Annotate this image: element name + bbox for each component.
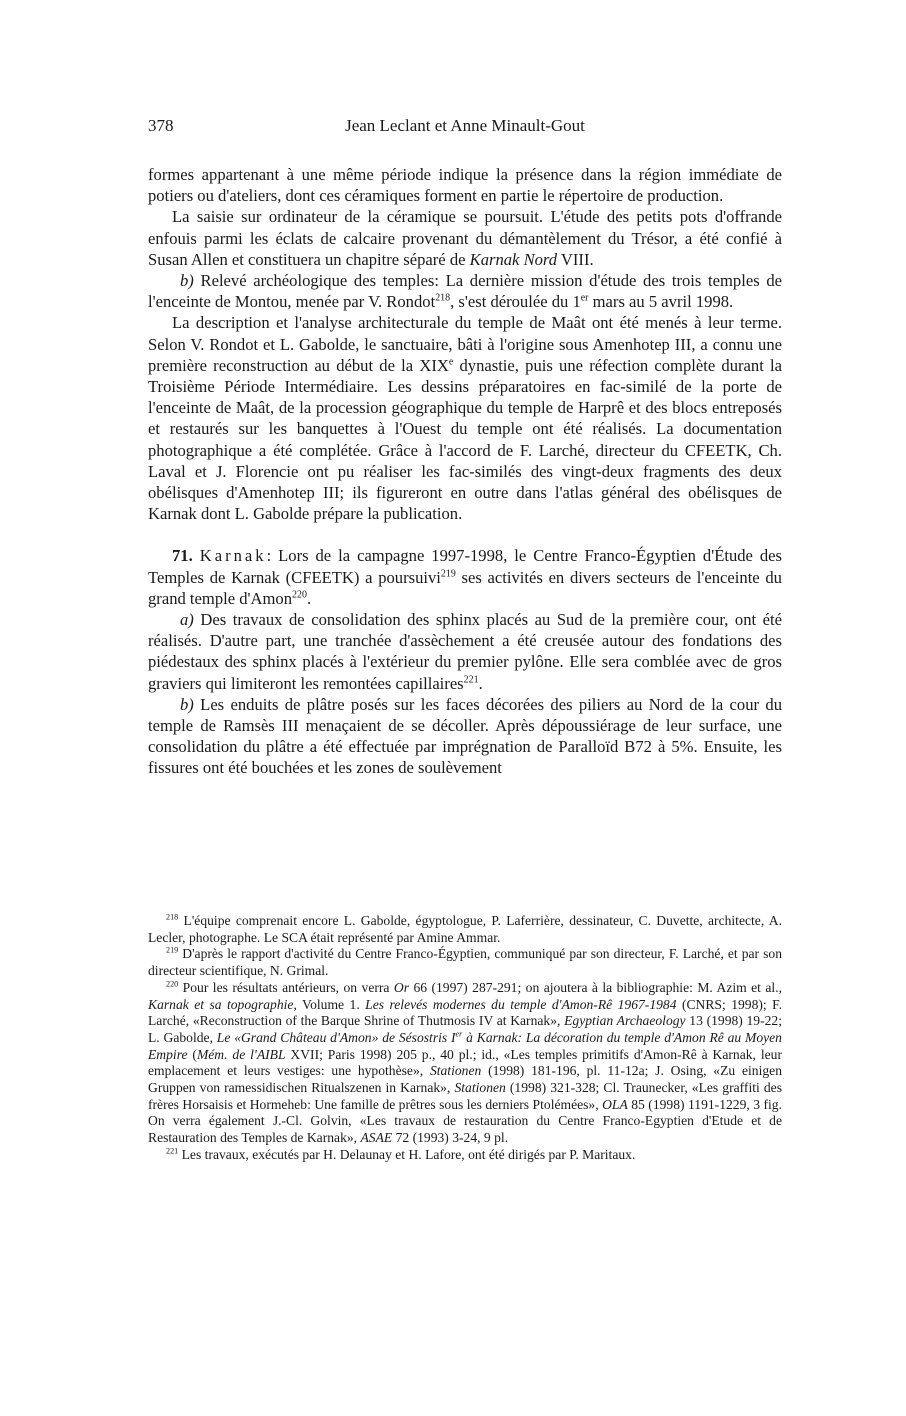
item-label-b: b) xyxy=(180,271,194,291)
section-number: 71. xyxy=(172,546,193,566)
footnote-ref-221[interactable]: 221 xyxy=(463,674,479,686)
section-place: Karnak xyxy=(199,546,267,566)
page-header xyxy=(148,116,782,140)
main-text xyxy=(148,164,782,779)
footnote-219: $^{219}$ D'après le rapport d'activité du Centre Franco-Égyptien, communiqué par son directeur, F. Larché, et par son directeur scientifique, N. Grimal. xyxy=(148,945,782,979)
page-number: 378 xyxy=(148,116,174,135)
footnote-220: $^{220}$ Pour les résultats antérieurs, on verra Or 66 (1997) 287-291; on ajoutera à la bibliographie: M. Azim et al., Karnak et sa topographie, Volume 1. Les relevés modernes du temple d'Amon-Rê 1967-1984 (CNRS; 1998); F. Larché, «Reconstruction of the Barque Shrine of Thutmosis IV at Karnak», Egyptian Archaeology 13 (1998) 19-22; L. Gabolde, Le «Grand Château d'Amon» de Sésostris Ier à Karnak: La décoration du temple d'Amon Rê au Moyen Empire (Mém. de l'AIBL XVII; Paris 1998) 205 p., 40 pl.; id., «Les temples primitifs d'Amon-Rê à Karnak, leur emplacement et leurs vestiges: une hypothèse», Stationen (1998) 181-196, pl. 11-12a; J. Osing, «Zu einigen Gruppen von ramessidischen Ritualszenen in Karnak», Stationen (1998) 321-328; Cl. Traunecker, «Les graffiti des frères Horsaisis et Hormeheb: Une famille de prêtres sous les derniers Ptolémées», OLA 85 (1998) 1191-1229, 3 fig. On verra également J.-Cl. Golvin, «Les travaux de restauration du Centre Franco-Egyptien d'Etude et de Restauration des Temples de Karnak», ASAE 72 (1993) 3-24, 9 pl. xyxy=(148,979,782,1146)
item-label-a: a) xyxy=(180,610,194,630)
footnote-ref-219[interactable]: 219 xyxy=(440,568,456,580)
running-title: Jean Leclant et Anne Minault-Gout xyxy=(345,116,585,135)
footnote-ref-220[interactable]: 220 xyxy=(292,589,307,601)
paragraph-maat: La description et l'analyse architecturale du temple de Maât ont été menés à leur terme. Selon V. Rondot et L. Gabolde, le sanctuaire, bâti à l'origine sous Amenhotep III, a connu une première reconstruction au début de la XIXe dynastie, puis une réfection complète durant la Troisième Période Intermédiaire. Les dessins préparatoires en fac-similé de la porte de l'enceinte de Maât, de la procession géographique du temple de Harprê et des blocs entreposés et restaurés sur les banquettes à l'Ouest du temple ont été réalisés. La documentation photographique a été complétée. Grâce à l'accord de F. Larché, directeur du CFEETK, Ch. Laval et J. Florencie ont pu réaliser les fac-similés des vingt-deux fragments des deux obélisques d'Amenhotep III; ils figureront en outre dans l'atlas général des obélisques de Karnak dont L. Gabolde prépare la publication. xyxy=(148,313,782,524)
footnote-ref-218[interactable]: 218 xyxy=(435,292,451,304)
paragraph-continuation: formes appartenant à une même période indique la présence dans la région immédiate de potiers ou d'ateliers, dont ces céramiques forment en partie le répertoire de production. xyxy=(148,165,782,206)
footnote-221: $^{221}$ Les travaux, exécutés par H. Delaunay et H. Lafore, ont été dirigés par P. Maritaux. xyxy=(166,1146,636,1162)
footnote-218: $^{218}$ L'équipe comprenait encore L. Gabolde, égyptologue, P. Laferrière, dessinateur, C. Duvette, architecte, A. Lecler, photographe. Le SCA était représenté par Amine Ammar. xyxy=(148,912,782,945)
footnotes xyxy=(148,913,782,1164)
item-label-b2: b) xyxy=(180,694,194,714)
paragraph-sphinx: a) Des travaux de consolidation des sphinx placés au Sud de la première cour, ont été réalisés. D'autre part, une tranchée d'assèchement a été creusée autour des fondations des piédestaux des sphinx placés à l'extérieur du premier pylône. Elle sera comblée avec de gros graviers qui limiteront les remontées capillaires$^{221}$. xyxy=(148,610,782,693)
section-71: 71. Karnak: Lors de la campagne 1997-1998, le Centre Franco-Égyptien d'Étude des Temples de Karnak (CFEETK) a poursuivi$^{219}$ ses activités en divers secteurs de l'enceinte du grand temple d'Amon$^{220}$. xyxy=(148,546,782,608)
paragraph-ceramics: La saisie sur ordinateur de la céramique se poursuit. L'étude des petits pots d'offrande enfouis parmi les éclats de calcaire provenant du démantèlement du Trésor, a été confié à Susan Allen et constituera un chapitre séparé de Karnak Nord VIII. xyxy=(148,207,782,269)
paragraph-releve: b) Relevé archéologique des temples: La dernière mission d'étude des trois temples de l'enceinte de Montou, menée par V. Rondot$^{218}$, s'est déroulée du 1er mars au 5 avril 1998. xyxy=(148,271,782,312)
title-italic: Karnak Nord xyxy=(469,249,558,269)
paragraph-platre: b) Les enduits de plâtre posés sur les faces décorées des piliers au Nord de la cour du temple de Ramsès III menaçaient de se décoller. Après dépoussiérage de leur surface, une consolidation du plâtre a été effectuée par imprégnation de Paralloïd B72 à 5%. Ensuite, les fissures ont été bouchées et les zones de soulèvement xyxy=(148,694,782,778)
